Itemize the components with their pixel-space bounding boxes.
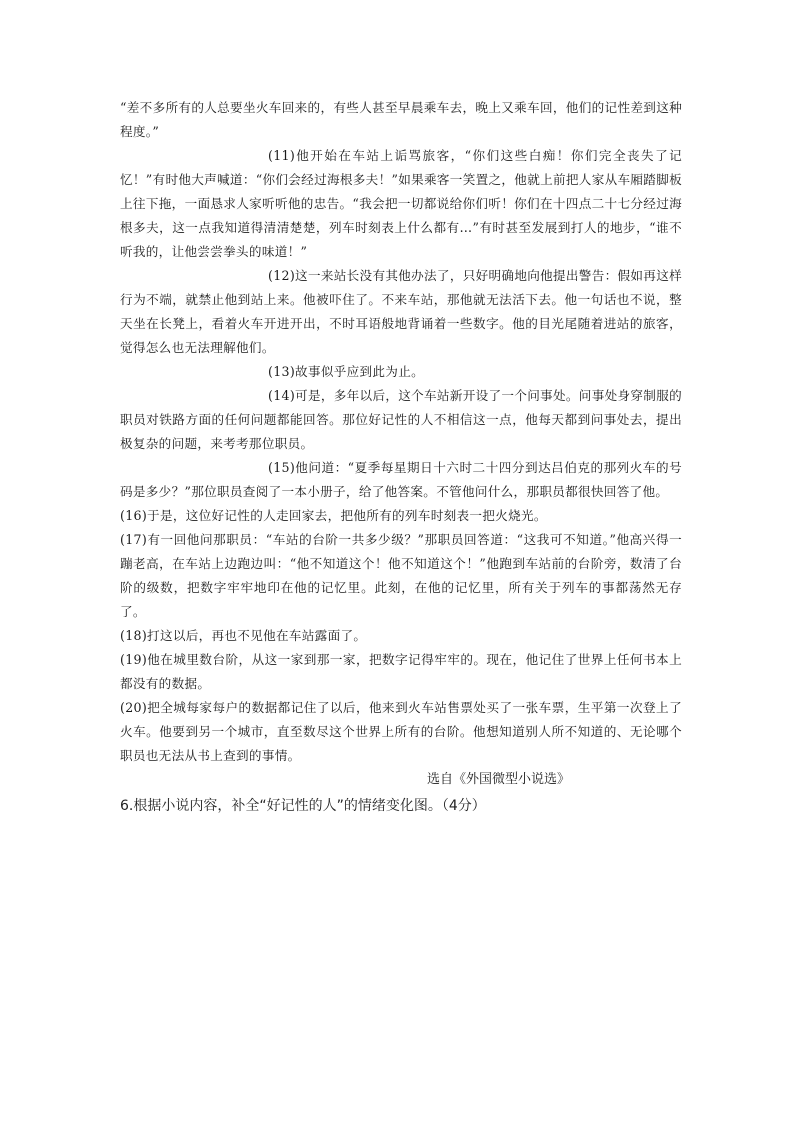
- paragraph-13: (13)故事似乎应到此为止。: [268, 364, 424, 379]
- paragraph-19: (19)他在城里数台阶，从这一家到那一家，把数字记得牢牢的。现在，他记住了世界上任何书本上都没有的数据。: [120, 652, 682, 691]
- paragraph-intro-quote: “差不多所有的人总要坐火车回来的，有些人甚至早晨乘车去，晚上又乘车回，他们的记性差到这种程度。”: [120, 100, 682, 139]
- paragraph-11: (11)他开始在车站上诟骂旅客，“你们这些白痴！你们完全丧失了记忆！”有时他大声喊道：“你们会经过海根多夫！”如果乘客一笑置之，他就上前把人家从车厢踏脚板上往下拖，一面恳求人家听听他的忠告。“我会把一切都说给你们听！你们在十四点二十七分经过海根多夫，这一点我知道得清清楚楚，列车时刻表上什么都有…”有时甚至发展到打人的地步，“谁不听我的，让他尝尝拳头的味道！”: [120, 148, 682, 259]
- paragraph-18: (18)打这以后，再也不见他在车站露面了。: [120, 628, 367, 643]
- paragraph-20: (20)把全城每家每户的数据都记住了以后，他来到火车站售票处买了一张车票，生平第一次登上了火车。他要到另一个城市，直至数尽这个世界上所有的台阶。他想知道别人所不知道的、无论哪个职员也无法从书上查到的事情。: [120, 700, 682, 763]
- paragraph-12: (12)这一来站长没有其他办法了，只好明确地向他提出警告：假如再这样行为不端，就禁止他到站上来。他被吓住了。不来车站，那他就无法活下去。他一句话也不说，整天坐在长凳上，看着火车开进开出，不时耳语般地背诵着一些数字。他的目光尾随着进站的旅客，觉得怎么也无法理解他们。: [120, 268, 682, 355]
- paragraph-14: (14)可是，多年以后，这个车站新开设了一个问事处。问事处身穿制服的职员对铁路方面的任何问题都能回答。那位好记性的人不相信这一点，他每天都到问事处去，提出极复杂的问题，来考考那位职员。: [120, 388, 682, 451]
- source-citation: 选自《外国微型小说选》: [426, 772, 570, 787]
- document-page: [120, 96, 682, 818]
- question-6: 6.根据小说内容，补全“好记性的人”的情绪变化图。（4分）: [120, 798, 486, 814]
- paragraph-15: (15)他问道：“夏季每星期日十六时二十四分到达吕伯克的那列火车的号码是多少？”那位职员查阅了一本小册子，给了他答案。不管他问什么，那职员都很快回答了他。: [120, 460, 682, 499]
- paragraph-17: (17)有一回他问那职员：“车站的台阶一共多少级？”那职员回答道：“这我可不知道。”他高兴得一蹦老高，在车站上边跑边叫：“他不知道这个！他不知道这个！”他跑到车站前的台阶旁，数清了台阶的级数，把数字牢牢地印在他的记忆里。此刻，在他的记忆里，所有关于列车的事都荡然无存了。: [120, 532, 682, 619]
- paragraph-16: (16)于是，这位好记性的人走回家去，把他所有的列车时刻表一把火烧光。: [120, 508, 547, 523]
